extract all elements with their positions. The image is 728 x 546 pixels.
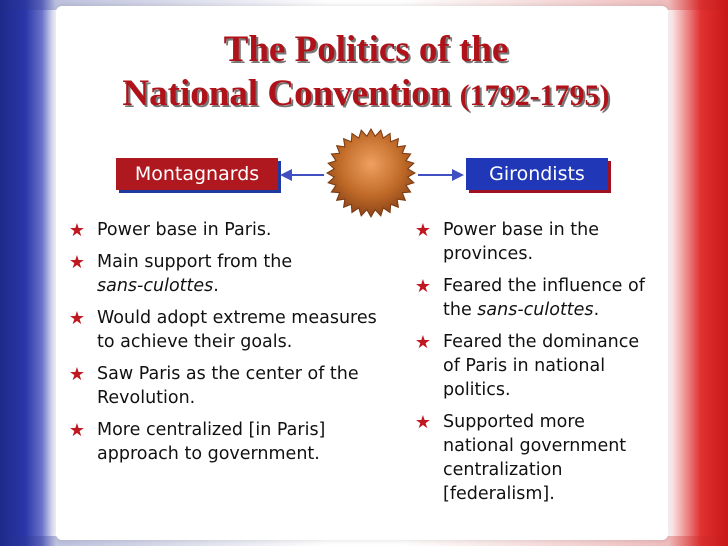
flag-border-red <box>668 0 728 546</box>
star-bullet-icon: ★ <box>68 252 86 273</box>
list-item: ★ Feared the influence of the sans-culottes. <box>410 274 658 322</box>
montagnards-label: Montagnards <box>116 158 278 190</box>
star-bullet-icon: ★ <box>414 220 432 241</box>
list-item: ★ Power base in Paris. <box>64 218 394 242</box>
list-item: ★ Supported more national government centralization [federalism]. <box>410 410 658 506</box>
star-bullet-icon: ★ <box>68 420 86 441</box>
star-bullet-icon: ★ <box>414 412 432 433</box>
star-bullet-icon: ★ <box>68 308 86 329</box>
list-item: ★ Would adopt extreme measures to achieve their goals. <box>64 306 394 354</box>
star-bullet-icon: ★ <box>414 332 432 353</box>
star-bullet-icon: ★ <box>68 220 86 241</box>
seal-icon <box>326 128 416 218</box>
list-item: ★ Saw Paris as the center of the Revolution. <box>64 362 394 410</box>
arrow-left-icon <box>280 168 324 182</box>
star-bullet-icon: ★ <box>414 276 432 297</box>
title-years: (1792-1795) <box>459 79 610 112</box>
list-item: ★ Power base in the provinces. <box>410 218 658 266</box>
girondists-label: Girondists <box>466 158 608 190</box>
slide-title <box>66 28 666 118</box>
montagnards-list <box>64 218 394 474</box>
title-main: National Convention <box>122 73 451 114</box>
flag-border-blue <box>0 0 56 546</box>
arrow-right-icon <box>418 168 464 182</box>
girondists-list <box>410 218 658 514</box>
list-item: ★ More centralized [in Paris] approach to government. <box>64 418 394 466</box>
star-bullet-icon: ★ <box>68 364 86 385</box>
title-line-2 <box>66 72 666 118</box>
list-item: ★ Feared the dominance of Paris in national politics. <box>410 330 658 402</box>
title-line-1: The Politics of the <box>223 29 509 70</box>
list-item: ★ Main support from the sans-culottes. <box>64 250 394 298</box>
